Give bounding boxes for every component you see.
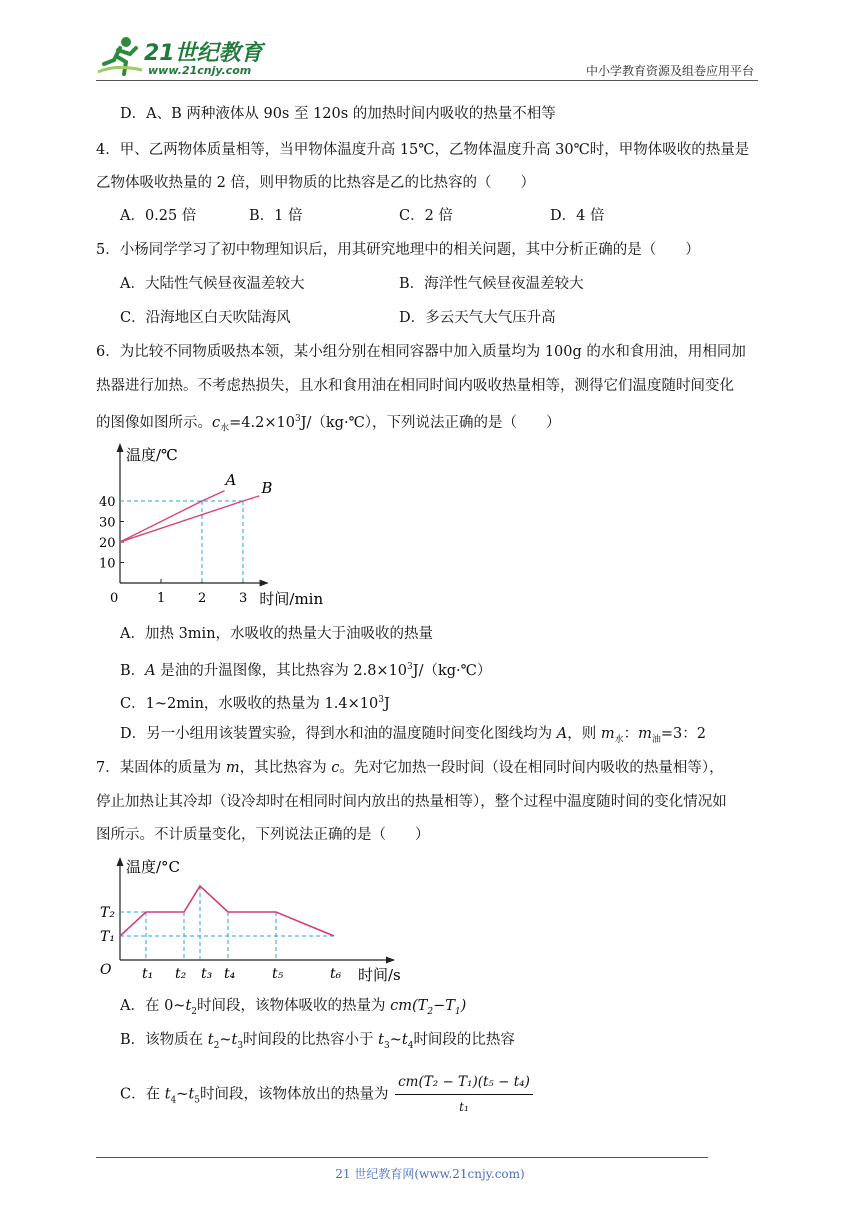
origin-label: O — [100, 962, 112, 978]
q7-option-a: A．在 $0\sim t_2$时间段，该物体吸收的热量为 $cm(T_2-T_1)$ — [120, 998, 467, 1017]
q4-option-d: D．4 倍 — [550, 208, 605, 224]
q4-stem-line1: 4．甲、乙两物体质量相等，当甲物体温度升高 15℃，乙物体温度升高 30℃时，甲物体吸收的热量是 — [96, 142, 750, 158]
q6-option-b: B．A 是油的升温图像，其比热容为 $2.8\times 10^3J/(kg\cdot℃)$ — [120, 662, 492, 679]
series-line-B — [120, 496, 259, 542]
q7-stem-line2: 停止加热让其冷却（设冷却时在相同时间内放出的热量相等），整个过程中温度随时间的变化情况如 — [96, 794, 727, 810]
q6-option-a: A．加热 3min，水吸收的热量大于油吸收的热量 — [120, 626, 434, 642]
logo-url: www.21cnjy.com — [148, 64, 252, 77]
series-line-A — [120, 491, 225, 542]
series-label-b: B — [261, 478, 273, 497]
series-label-a: A — [225, 470, 237, 489]
q5-stem: 5．小杨同学学习了初中物理知识后，用其研究地理中的相关问题，其中分析正确的是（ ） — [96, 242, 700, 258]
temperature-curve — [120, 886, 334, 936]
q4-option-c: C．2 倍 — [399, 208, 453, 224]
q5-option-b: B．海洋性气候昼夜温差较大 — [399, 276, 584, 292]
logo-text: 21世纪教育 — [144, 41, 263, 66]
q6-stem-line3: 的图像如图所示。$c_水=4.2\times 10^3J/(kg\cdot℃)$，下列说法正确的是（ ） — [96, 414, 561, 434]
q6-stem-line2: 热器进行加热。不考虑热损失，且水和食用油在相同时间内吸收热量相等，测得它们温度随时间变化 — [96, 378, 734, 394]
q4-option-a: A．0.25 倍 — [120, 208, 197, 224]
q6-option-d: D．另一小组用该装置实验，得到水和油的温度随时间变化图线均为 A，则 $m_水$：$m_油=3$：2 — [120, 726, 706, 745]
y-axis-arrow — [117, 443, 124, 452]
y-tick-label: 40 — [99, 495, 116, 510]
q4-option-b: B．1 倍 — [249, 208, 303, 224]
t1-temp-label: T₁ — [100, 929, 115, 945]
time-label-t2: t₂ — [175, 966, 187, 982]
header-divider — [96, 80, 758, 81]
q7-temperature-chart — [96, 852, 416, 986]
y-axis-arrow — [117, 857, 124, 866]
q7-stem-line3: 图所示。不计质量变化，下列说法正确的是（ ） — [96, 827, 430, 843]
q7-option-b: B．该物质在 $t_2\sim t_3$时间段的比热容小于 $t_3\sim t_4$时间段的比热容 — [120, 1032, 515, 1051]
time-label-t1: t₁ — [142, 966, 154, 982]
t2-temp-label: T₂ — [100, 905, 115, 921]
time-label-t4: t₄ — [224, 966, 236, 982]
x-tick-label-origin: 0 — [110, 591, 119, 606]
time-label-t6: t₆ — [330, 966, 342, 982]
time-label-t5: t₅ — [272, 966, 284, 982]
header-platform-text: 中小学教育资源及组卷应用平台 — [585, 64, 754, 78]
q5-option-c: C．沿海地区白天吹陆海风 — [120, 310, 291, 326]
y-tick-label: 10 — [99, 556, 116, 572]
x-tick-label: 1 — [157, 591, 166, 606]
runner-logo-icon — [96, 34, 144, 78]
q7-stem-line1: 7．某固体的质量为 m，其比热容为 c。先对它加热一段时间（设在相同时间内吸收的热量相等）， — [96, 760, 724, 776]
y-axis-label: 温度/℃ — [126, 446, 178, 464]
q6-stem-line1: 6．为比较不同物质吸热本领，某小组分别在相同容器中加入质量均为 100g 的水和食用油，用相同加 — [96, 344, 746, 360]
q4-stem-line2: 乙物体吸收热量的 2 倍，则甲物质的比热容是乙的比热容的（ ） — [96, 175, 535, 191]
y-tick-label: 30 — [99, 515, 116, 531]
footer-divider — [96, 1157, 708, 1158]
y-axis-label: 温度/°C — [126, 858, 181, 876]
x-tick-label: 2 — [198, 591, 207, 606]
time-label-t3: t₃ — [201, 966, 213, 982]
q6-temperature-chart — [96, 438, 336, 610]
footer-text: 21 世纪教育网(www.21cnjy.com) — [335, 1167, 525, 1181]
q6-option-c: C．1~2min，水吸收的热量为 $1.4\times 10^3J$ — [120, 695, 390, 712]
q5-option-a: A．大陆性气候昼夜温差较大 — [120, 276, 305, 292]
q5-option-d: D．多云天气大气压升高 — [399, 310, 556, 326]
x-axis-arrow — [260, 580, 269, 587]
x-axis-label: 时间/min — [259, 590, 324, 608]
heat-fraction: $\frac{\text{cm(T₂ − T₁)(t₅ − t₄)}}{\text{t₁}}$ — [395, 1072, 533, 1117]
q7-option-c: C．在 $t_4\sim t_5$时间段，该物体放出的热量为 $\frac{\text{cm(T₂ − T₁)(t₅ − t₄)}}{\text{t₁}}$ — [120, 1072, 533, 1117]
site-logo — [96, 34, 266, 82]
x-axis-label: 时间/s — [358, 966, 401, 984]
q3-option-d: D．A、B 两种液体从 90s 至 120s 的加热时间内吸收的热量不相等 — [120, 106, 556, 122]
x-axis-arrow — [386, 957, 395, 964]
x-tick-label: 3 — [239, 591, 248, 606]
y-tick-label: 20 — [99, 536, 116, 551]
